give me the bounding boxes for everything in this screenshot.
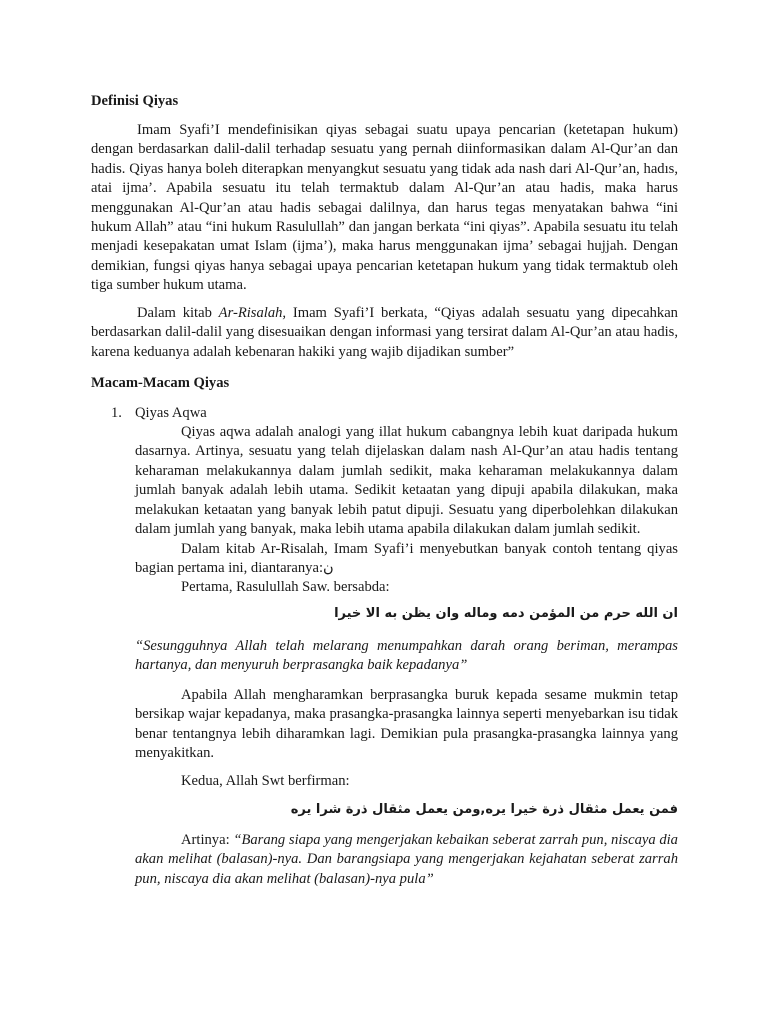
- paragraph-qiyas-aqwa: [135, 423, 678, 539]
- paragraph-ar-risalah: [91, 304, 678, 362]
- paragraph-prasangka: [135, 686, 678, 764]
- paragraph-text: Dalam kitab Ar-Risalah, Imam Syafi’i menyebutkan banyak contoh tentang qiyas bagian pertama ini, diantaranya:ن: [135, 541, 678, 577]
- section-heading-definisi: Definisi Qiyas: [91, 93, 179, 109]
- paragraph-text: Imam Syafi’I berkata, “Qiyas adalah sesuatu yang dipecahkan berdasarkan dalil-dalil yang disesuaikan dengan informasi yang tersirat dalam Al-Qur’an atau hadis, karena keduanya adalah kebenaran hakiki yang wajib dijadikan sumber”: [91, 305, 678, 360]
- list-item-title: Qiyas Aqwa: [135, 405, 207, 421]
- paragraph-text: Apabila Allah mengharamkan berprasangka buruk kepada sesame mukmin tetap bersikap wajar kepadanya, maka prasangka-prasangka lainnya seperti menyebarkan isu tidak benar tentangnya lebih diharamkan lagi. Demikian pula prasangka-prasangka lainnya yang menyakitkan.: [135, 687, 678, 762]
- paragraph-pertama: [135, 578, 678, 597]
- paragraph-definisi: [91, 121, 678, 296]
- quote-hadith-translation: [135, 637, 678, 676]
- list-number: 1.: [111, 405, 122, 421]
- paragraph-artinya: [135, 831, 678, 889]
- paragraph-text: Pertama, Rasulullah Saw. bersabda:: [181, 579, 390, 595]
- paragraph-text: Kedua, Allah Swt berfirman:: [181, 773, 350, 789]
- book-title: Ar-Risalah,: [218, 305, 287, 321]
- paragraph-text: Imam Syafi’I mendefinisikan qiyas sebagai suatu upaya pencarian (ketetapan hukum) dengan berdasarkan dalil-dalil terhadap sesuatu yang pernah diinformasikan dalam Al-Qur’an dan hadis. Qiyas hanya boleh diterapkan menyangkut sesuatu yang tidak ada nash dari Al-Qur’an, hadıs, atai ijma’. Apabila sesuatu itu telah termaktub dalam Al-Qur’an atau hadis, maka harus menggunakan Al-Qur’an atau hadis sebagai dalilnya, dan harus tegas menyatakan bahwa “ini hukum Allah” atau “ini hukum Rasulullah” dan jangan berkata “ini qiyas”. Apabila sesuatu itu telah menjadi kesepakatan umat Islam (ijma’), maka harus menggunakan ijma’ sebagai hujjah. Dengan demikian, fungsi qiyas hanya sebagai upaya pencarian ketetapan hukum yang tidak termaktub oleh tiga sumber hukum utama.: [91, 122, 678, 294]
- arabic-hadith: ان الله حرم من المؤمن دمه وماله وان يظن به الا خيرا: [334, 606, 678, 621]
- paragraph-kedua: [135, 772, 678, 791]
- paragraph-text: Qiyas aqwa adalah analogi yang illat hukum cabangnya lebih kuat daripada hukum dasarnya. Artinya, sesuatu yang telah dijelaskan dalam nash Al-Qur’an atau hadis tentang keharaman melakukannya dalam jumlah sedikit, maka keharaman melakukannya dalam jumlah banyak adalah lebih utama. Sedikit ketaatan yang dipuji apabila dilakukan, maka melakukan ketaatan yang banyak lebih patut dipuji. Sesuatu yang diperbolehkan dilakukan dalam jumlah yang banyak, maka lebih utama apabila dilakukan dalam jumlah sedikit.: [135, 424, 678, 538]
- paragraph-contoh: [135, 540, 678, 579]
- paragraph-text: Dalam kitab: [137, 305, 219, 321]
- translation-label: Artinya:: [181, 832, 234, 848]
- quote-text: “Sesungguhnya Allah telah melarang menumpahkan darah orang beriman, merampas hartanya, dan menyuruh berprasangka baik kepadanya”: [135, 638, 678, 674]
- quote-text: “Barang siapa yang mengerjakan kebaikan seberat zarrah pun, niscaya dia akan melihat (balasan)-nya. Dan barangsiapa yang mengerjakan kejahatan seberat zarrah pun, niscaya dia akan melihat (balasan)-nya pula”: [135, 832, 678, 887]
- arabic-verse: فمن يعمل مثقال ذرة خيرا يره,ومن يعمل مثقال ذرة شرا يره: [290, 802, 678, 817]
- section-heading-macam: Macam-Macam Qiyas: [91, 375, 230, 391]
